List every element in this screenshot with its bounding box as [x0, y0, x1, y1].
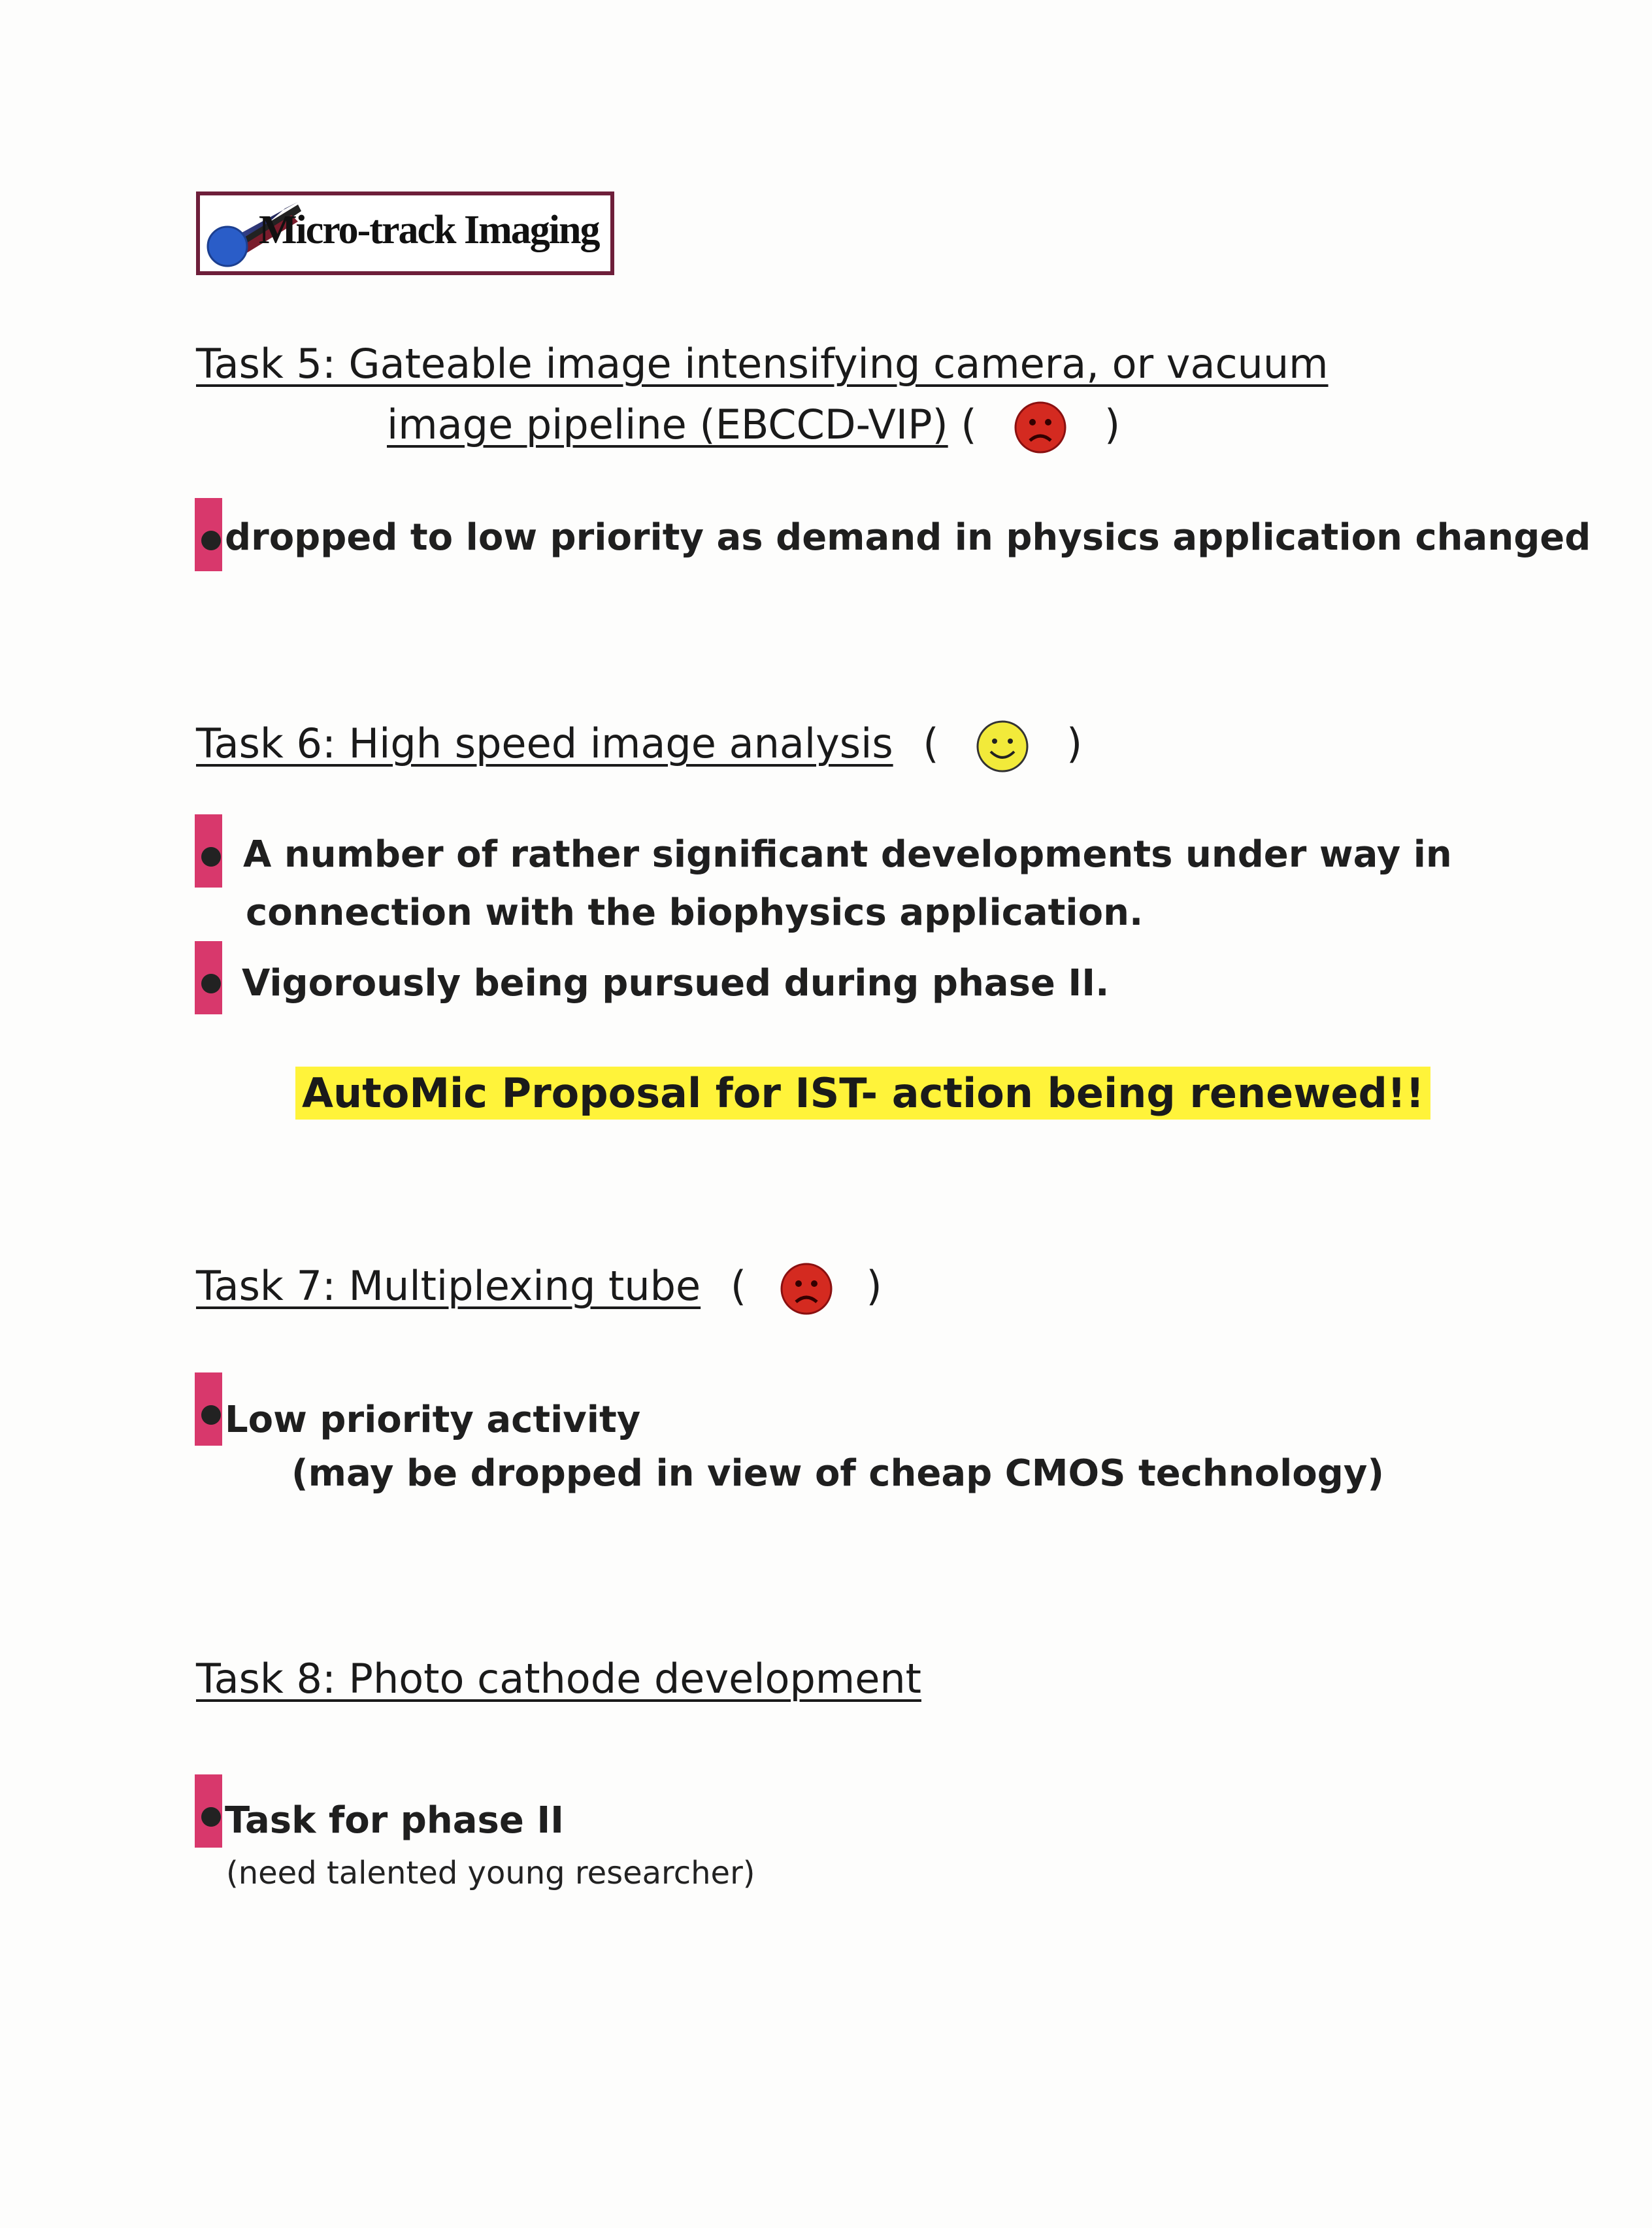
bullet-dot: [201, 1807, 221, 1827]
task8-title: Task 8: Photo cathode development: [196, 1655, 921, 1703]
task7-bullet-1-note: (may be dropped in view of cheap CMOS technology): [291, 1452, 1384, 1495]
logo-text: Micro-track Imaging: [259, 208, 599, 252]
task5-title: [196, 340, 1329, 388]
task6-title-row: [196, 719, 1082, 774]
open-paren: (: [730, 1262, 747, 1310]
bullet-dot: [201, 1405, 221, 1425]
task8-bullet-1: Task for phase II: [225, 1799, 565, 1842]
sad-face-icon: [779, 1261, 834, 1316]
task5-title-line1: Task 5: Gateable image intensifying camera, or vacuum: [196, 340, 1329, 388]
task7-title: Task 7: Multiplexing tube: [196, 1262, 701, 1310]
task7-title-row: [196, 1261, 882, 1316]
close-paren: ): [866, 1262, 882, 1310]
task5-subtitle: [387, 400, 1120, 455]
bullet-dot: [201, 847, 221, 867]
close-paren: ): [1104, 401, 1121, 449]
close-paren: ): [1066, 720, 1083, 768]
task7-bullet-1: Low priority activity: [225, 1399, 641, 1441]
logo-box: [196, 191, 614, 275]
task8-bullet-1-note: (need talented young researcher): [226, 1855, 755, 1891]
task6-title: Task 6: High speed image analysis: [196, 720, 893, 768]
open-paren: (: [961, 401, 977, 449]
open-paren: (: [923, 720, 939, 768]
task6-bullet-1: A number of rather significant developments under way in: [243, 833, 1452, 876]
task6-bullet-2: Vigorously being pursued during phase II.: [242, 962, 1110, 1005]
automic-highlight: AutoMic Proposal for IST- action being renewed!!: [295, 1067, 1430, 1120]
smiley-face-icon: [975, 719, 1030, 774]
task6-bullet-1-cont: connection with the biophysics application.: [246, 891, 1144, 934]
task8-title-row: [196, 1655, 921, 1703]
task5-title-line2: image pipeline (EBCCD-VIP): [387, 401, 948, 449]
task5-bullet-1: dropped to low priority as demand in physics application changed: [225, 516, 1591, 559]
bullet-dot: [201, 974, 221, 993]
bullet-dot: [201, 531, 221, 550]
sad-face-icon: [1013, 400, 1068, 455]
